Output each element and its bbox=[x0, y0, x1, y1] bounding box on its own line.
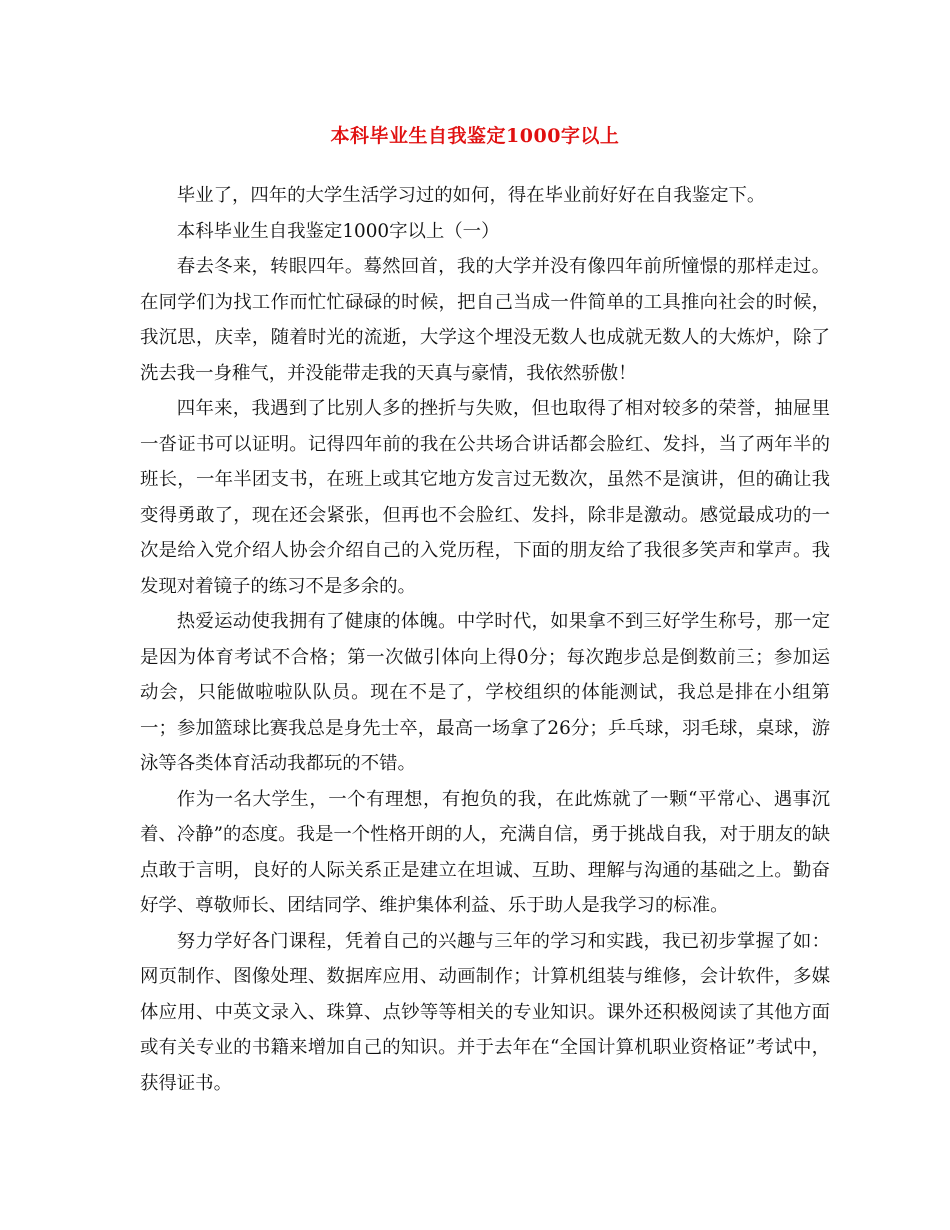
paragraph-subheading: 本科毕业生自我鉴定1000字以上（一） bbox=[176, 220, 500, 242]
paragraph: 作为一名大学生，一个有理想，有抱负的我，在此炼就了一颗“平常心、遇事沉着、冷静”的态度。我是一个性格开朗的人，充满自信，勇于挑战自我，对于朋友的缺点敢于言明，良好的人际关系正是建立在坦诚、互助、理解与沟通的基础之上。勤奋好学、尊敬师长、团结同学、维护集体利益、乐于助人是我学习的标准。 bbox=[140, 788, 830, 916]
paragraph: 春去冬来，转眼四年。蓦然回首，我的大学并没有像四年前所憧憬的那样走过。在同学们为找工作而忙忙碌碌的时候，把自己当成一件简单的工具推向社会的时候，我沉思，庆幸，随着时光的流逝，大学这个埋没无数人也成就无数人的大炼炉，除了洗去我一身稚气，并没能带走我的天真与豪情，我依然骄傲！ bbox=[140, 256, 830, 384]
paragraph: 四年来，我遇到了比别人多的挫折与失败，但也取得了相对较多的荣誉，抽屉里一沓证书可以证明。记得四年前的我在公共场合讲话都会脸红、发抖，当了两年半的班长，一年半团支书，在班上或其它地方发言过无数次，虽然不是演讲，但的确让我变得勇敢了，现在还会紧张，但再也不会脸红、发抖，除非是激动。感觉最成功的一次是给入党介绍人协会介绍自己的入党历程，下面的朋友给了我很多笑声和掌声。我发现对着镜子的练习不是多余的。 bbox=[140, 398, 830, 597]
paragraph: 努力学好各门课程，凭着自己的兴趣与三年的学习和实践，我已初步掌握了如：网页制作、图像处理、数据库应用、动画制作；计算机组装与维修，会计软件，多媒体应用、中英文录入、珠算、点钞等等相关的专业知识。课外还积极阅读了其他方面或有关专业的书籍来增加自己的知识。并于去年在“全国计算机职业资格证”考试中，获得证书。 bbox=[140, 930, 830, 1094]
paragraph: 热爱运动使我拥有了健康的体魄。中学时代，如果拿不到三好学生称号，那一定是因为体育考试不合格；第一次做引体向上得0分；每次跑步总是倒数前三；参加运动会，只能做啦啦队队员。现在不是了，学校组织的体能测试，我总是排在小组第一；参加篮球比赛我总是身先士卒，最高一场拿了26分；乒乓球，羽毛球，桌球，游泳等各类体育活动我都玩的不错。 bbox=[140, 611, 830, 774]
document-body bbox=[140, 178, 830, 1101]
document-title: 本科毕业生自我鉴定1000字以上 bbox=[330, 125, 620, 147]
paragraph-intro: 毕业了，四年的大学生活学习过的如何，得在毕业前好好在自我鉴定下。 bbox=[176, 185, 766, 206]
